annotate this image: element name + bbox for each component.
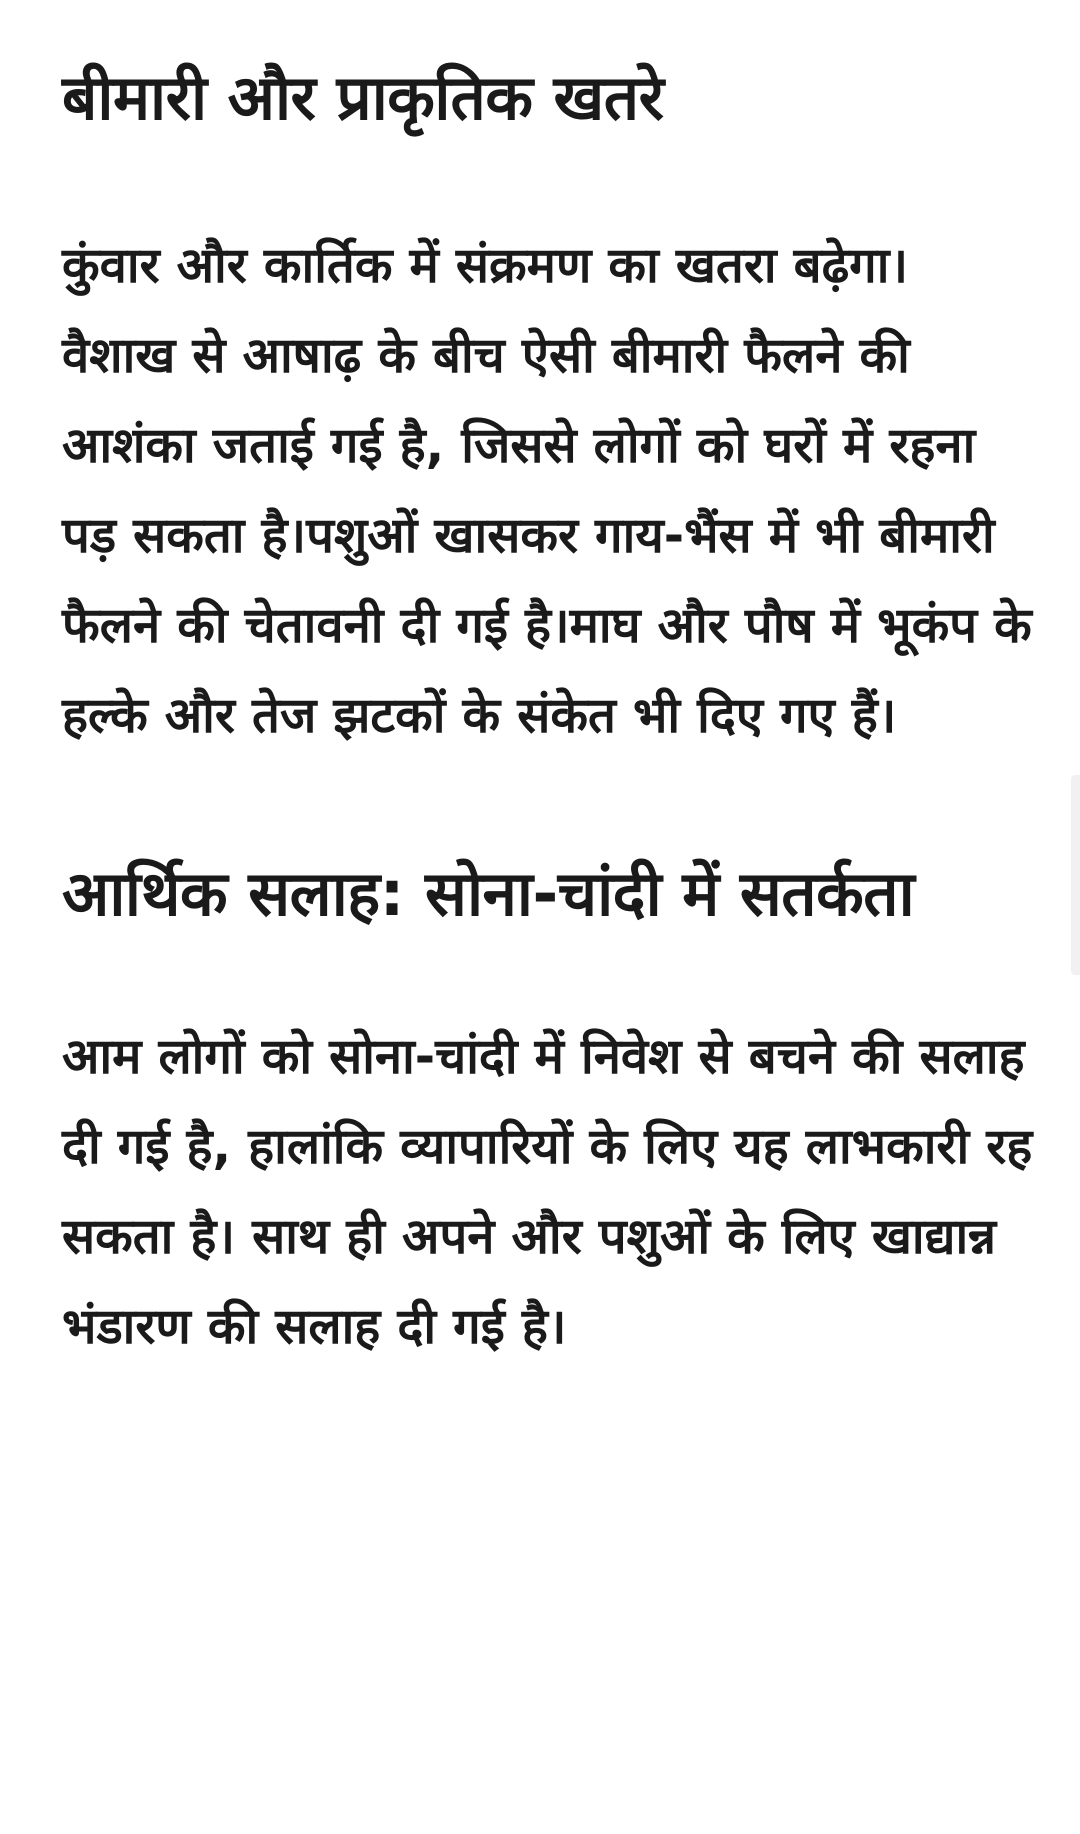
scroll-indicator[interactable] [1071,775,1080,975]
section-heading-disease-natural-hazards: बीमारी और प्राकृतिक खतरे [62,61,664,134]
section-paragraph-economic-advice: आम लोगों को सोना-चांदी में निवेश से बचने की सलाह दी गई है, हालांकि व्यापारियों के लिए यह लाभकारी रह सकता है। साथ ही अपने और पशुओं के लिए खाद्यान्न भंडारण की सलाह दी गई है। [62,1028,1033,1355]
section-paragraph-disease-natural-hazards: कुंवार और कार्तिक में संक्रमण का खतरा बढ़ेगा। वैशाख से आषाढ़ के बीच ऐसी बीमारी फैलने की आशंका जताई गई है, जिससे लोगों को घरों में रहना पड़ सकता है।पशुओं खासकर गाय-भैंस में भी बीमारी फैलने की चेतावनी दी गई है।माघ और पौष में भूकंप के हल्के और तेज झटकों के संकेत भी दिए गए हैं। [62,237,1032,744]
article-content [62,40,1037,1372]
section-heading-economic-advice: आर्थिक सलाह: सोना-चांदी में सतर्कता [62,857,915,930]
